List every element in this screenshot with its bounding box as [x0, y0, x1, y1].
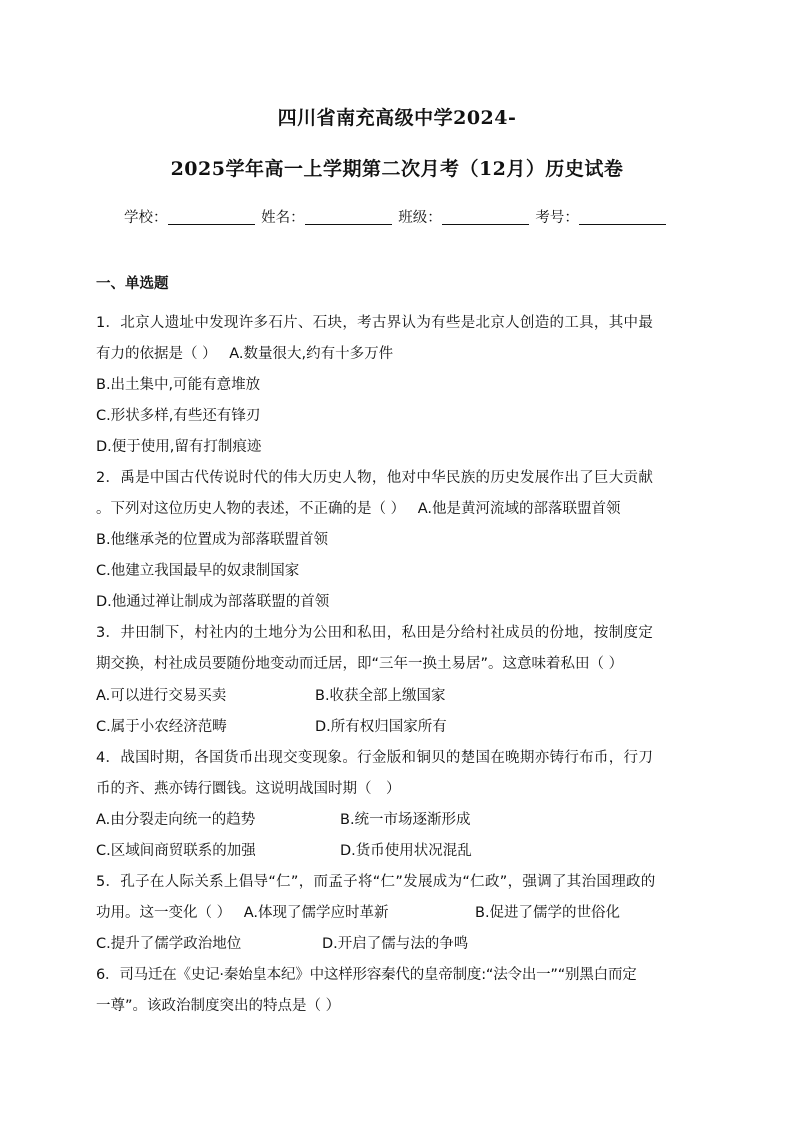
school-blank	[168, 208, 255, 225]
q1-option-d: D.便于使用,留有打制痕迹	[96, 439, 262, 455]
q6-stem-line1: 6．司马迁在《史记·秦始皇本纪》中这样形容秦代的皇帝制度:“法令出一”“别黑白而定	[96, 967, 637, 983]
q5-option-c: C.提升了儒学政治地位	[96, 936, 242, 952]
q3-option-a: A.可以进行交易买卖	[96, 688, 227, 704]
name-label: 姓名：	[261, 210, 305, 226]
q1-option-b: B.出土集中,可能有意堆放	[96, 377, 261, 393]
q4-option-d: D.货币使用状况混乱	[340, 843, 472, 859]
q2-option-c: C.他建立我国最早的奴隶制国家	[96, 563, 300, 579]
q2-option-a: A.他是黄河流域的部落联盟首领	[417, 501, 621, 517]
q4-stem-line2: 币的齐、燕亦铸行圜钱。这说明战国时期（ ）	[96, 781, 401, 797]
q1-option-a: A.数量很大,约有十多万件	[229, 346, 394, 362]
student-info-row	[124, 206, 668, 227]
section-title: 一、单选题	[96, 276, 169, 292]
q4-stem-line1: 4．战国时期，各国货币出现交变现象。行金版和铜贝的楚国在晚期亦铸行布币，行刀	[96, 750, 654, 766]
exam-number-blank	[579, 208, 666, 225]
q1-stem-text: 有力的依据是（ ）	[96, 346, 217, 362]
q5-stem-line1: 5．孔子在人际关系上倡导“仁”，而孟子将“仁”发展成为“仁政”，强调了其治国理政的	[96, 874, 656, 890]
q3-stem-line1: 3．井田制下，村社内的土地分为公田和私田，私田是分给村社成员的份地，按制度定	[96, 625, 654, 641]
q3-stem-line2: 期交换，村社成员要随份地变动而迁居，即“三年一换土易居”。这意味着私田（ ）	[96, 656, 624, 672]
q3-option-d: D.所有权归国家所有	[315, 719, 447, 735]
q5-option-a: A.体现了儒学应时革新	[243, 905, 389, 921]
q2-stem-line1: 2．禹是中国古代传说时代的伟大历史人物，他对中华民族的历史发展作出了巨大贡献	[96, 470, 654, 486]
school-label: 学校：	[124, 210, 168, 226]
q5-option-d: D.开启了儒与法的争鸣	[322, 936, 469, 952]
class-label: 班级：	[398, 210, 442, 226]
q1-option-c: C.形状多样,有些还有锋刃	[96, 408, 261, 424]
q2-stem-text: 。下列对这位历史人物的表述，不正确的是（ ）	[96, 501, 406, 517]
exam-number-label: 考号：	[535, 210, 579, 226]
q2-option-b: B.他继承尧的位置成为部落联盟首领	[96, 532, 329, 548]
q2-option-d: D.他通过禅让制成为部落联盟的首领	[96, 594, 330, 610]
q5-option-b: B.促进了儒学的世俗化	[475, 905, 621, 921]
q1-stem-line1: 1．北京人遗址中发现许多石片、石块，考古界认为有些是北京人创造的工具，其中最	[96, 315, 654, 331]
q3-option-c: C.属于小农经济范畴	[96, 719, 227, 735]
q4-option-a: A.由分裂走向统一的趋势	[96, 812, 256, 828]
q5-stem-line2	[96, 901, 389, 922]
q6-stem-line2: 一尊”。该政治制度突出的特点是（ ）	[96, 998, 341, 1014]
exam-title-line2: 2025学年高一上学期第二次月考（12月）历史试卷	[170, 158, 624, 180]
q3-option-b: B.收获全部上缴国家	[315, 688, 446, 704]
q4-option-b: B.统一市场逐渐形成	[340, 812, 471, 828]
q5-stem-text: 功用。这一变化（ ）	[96, 905, 232, 921]
q1-stem-line2	[96, 342, 393, 363]
q2-stem-line2	[96, 497, 621, 518]
name-blank	[305, 208, 392, 225]
exam-title-line1: 四川省南充高级中学2024-	[277, 107, 517, 129]
q4-option-c: C.区域间商贸联系的加强	[96, 843, 256, 859]
class-blank	[442, 208, 529, 225]
